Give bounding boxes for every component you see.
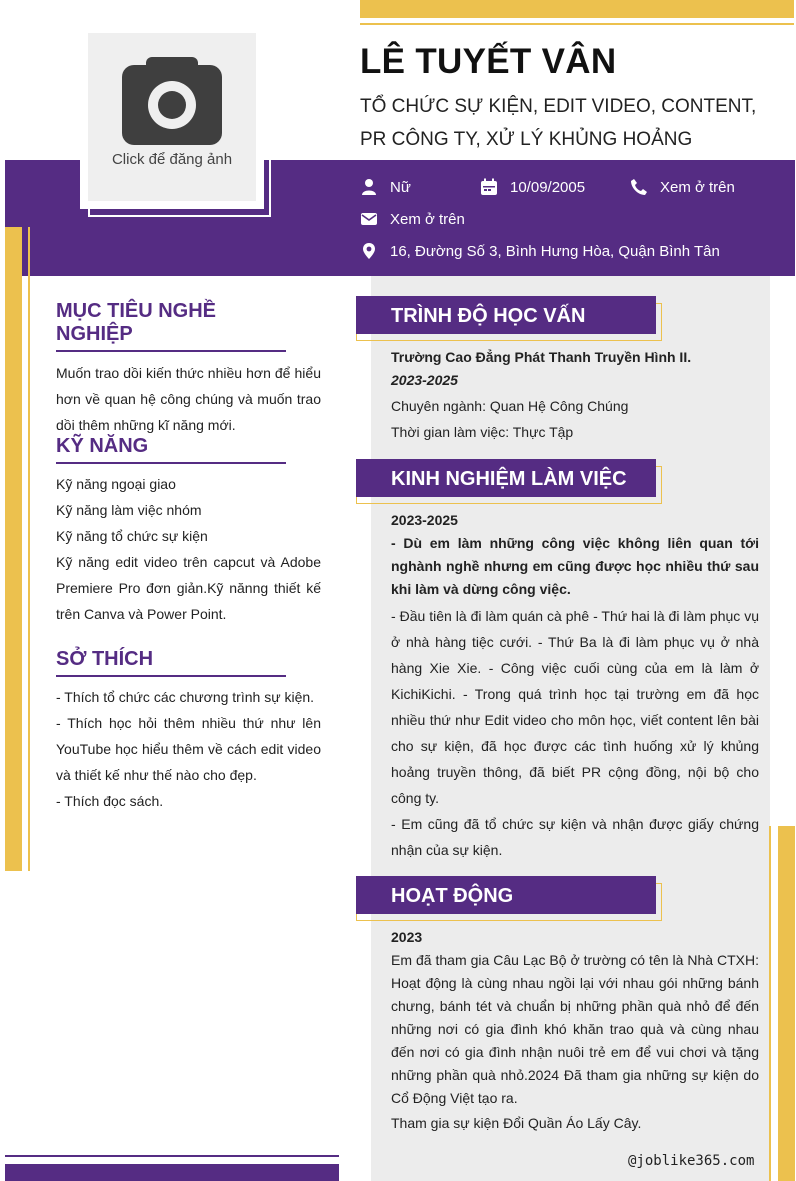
phone-icon (630, 178, 648, 196)
location-icon (360, 242, 378, 260)
address-value: 16, Đường Số 3, Bình Hưng Hòa, Quận Bình Tân (390, 242, 720, 260)
hobby-item: - Thích đọc sách. (56, 793, 164, 809)
bottom-accent-bar (5, 1164, 339, 1181)
experience-extra: - Em cũng đã tổ chức sự kiện và nhận được giấy chứng nhận của sự kiện. (391, 816, 759, 858)
education-major: Chuyên ngành: Quan Hệ Công Chúng (391, 398, 629, 414)
left-accent-bar (5, 227, 22, 871)
experience-years: 2023-2025 (391, 512, 458, 528)
email-icon (360, 210, 378, 228)
activities-text: Em đã tham gia Câu Lạc Bộ ở trường có tên là Nhà CTXH: Hoạt động là cùng nhau ngồi lại với nhau gói những bánh chưng, bánh tét và chuẩn bị những phần quà nhỏ để đến những nơi có gia đình khó khăn trao quà và cùng nhau đến nơi có gia đình nhận nuôi trẻ em để vui chơi và tặng những phần quà nhỏ.2024 Đã tham gia những sự kiện do Cổ Động Việt tạo ra. (391, 952, 759, 1106)
education-school: Trường Cao Đẳng Phát Thanh Truyền Hình II. (391, 349, 692, 365)
skills-section (56, 435, 321, 627)
activities-entry (391, 926, 759, 1135)
education-years: 2023-2025 (391, 372, 458, 388)
education-work-time: Thời gian làm việc: Thực Tập (391, 424, 574, 440)
experience-details: - Đầu tiên là đi làm quán cà phê - Thứ hai là đi làm phục vụ ở nhà hàng tiệc cưới. - Thứ Ba là đi làm phục vụ ở nhà hàng Xie Xie. - Công việc cuối cùng của em là làm ở KichiKichi. - Trong quá trình học tại trường em đã học nhiều thứ như Edit video cho môn học, viết content lên bài cho sự kiện, đã học được các tình huống xử lý khủng hoảng truyền thông, đã biết PR cộng đồng, nội bộ cho công ty. (391, 608, 759, 806)
photo-upload[interactable] (88, 33, 256, 201)
bottom-accent-line (5, 1155, 339, 1157)
hobbies-heading: SỞ THÍCH (56, 648, 286, 677)
objective-section (56, 300, 321, 438)
top-accent-line (360, 23, 794, 25)
right-accent-bar (778, 826, 795, 1181)
experience-entry (391, 509, 759, 863)
activities-extra: Tham gia sự kiện Đổi Quần Áo Lấy Cây. (391, 1115, 642, 1131)
hobby-item: - Thích học hỏi thêm nhiều thứ như lên YouTube học hiểu thêm về cách edit video và thiết kế như thế nào cho đẹp. (56, 715, 321, 783)
education-entry (391, 346, 759, 445)
experience-summary: - Dù em làm những công việc không liên quan tới nghành nghề nhưng em cũng được học nhiều thứ sau khi làm và dừng công việc. (391, 535, 759, 597)
objective-heading: MỤC TIÊU NGHỀ NGHIỆP (56, 300, 286, 352)
hobbies-section (56, 648, 321, 814)
address-info (360, 240, 720, 262)
education-heading: TRÌNH ĐỘ HỌC VẤN (391, 305, 586, 327)
gender-value: Nữ (390, 178, 411, 196)
watermark: @joblike365.com (628, 1153, 755, 1169)
birthday-value: 10/09/2005 (510, 178, 586, 196)
activities-heading: HOẠT ĐỘNG (391, 885, 514, 907)
job-title: TỔ CHỨC SỰ KIỆN, EDIT VIDEO, CONTENT, PR CÔNG TY, XỬ LÝ KHỦNG HOẢNG (360, 96, 757, 150)
top-accent-bar (360, 0, 794, 18)
right-accent-line (769, 826, 771, 1181)
experience-heading: KINH NGHIỆM LÀM VIỆC (391, 468, 627, 490)
full-name: LÊ TUYẾT VÂN (360, 42, 617, 81)
skills-heading: KỸ NĂNG (56, 435, 286, 464)
skill-item: Kỹ năng tổ chức sự kiện (56, 528, 208, 544)
email-value: Xem ở trên (390, 210, 465, 228)
skill-item: Kỹ năng ngoại giao (56, 476, 176, 492)
hobby-item: - Thích tổ chức các chương trình sự kiện. (56, 689, 315, 705)
user-icon (360, 178, 378, 196)
left-accent-line (28, 227, 30, 871)
phone-info (630, 176, 735, 198)
birthday-info (480, 176, 585, 198)
phone-value: Xem ở trên (660, 178, 735, 196)
email-info (360, 208, 465, 230)
activities-year: 2023 (391, 929, 423, 945)
objective-text: Muốn trao dồi kiến thức nhiều hơn để hiểu hơn về quan hệ công chúng và muốn trao dồi thêm những kĩ năng mới. (56, 365, 321, 433)
skill-item: Kỹ năng làm việc nhóm (56, 502, 202, 518)
calendar-icon (480, 178, 498, 196)
skill-item: Kỹ năng edit video trên capcut và Adobe Premiere Pro đơn giản.Kỹ nănng thiết kế trên Canva và Power Point. (56, 554, 321, 622)
photo-upload-label: Click để đăng ảnh (111, 151, 233, 168)
gender-info (360, 176, 411, 198)
